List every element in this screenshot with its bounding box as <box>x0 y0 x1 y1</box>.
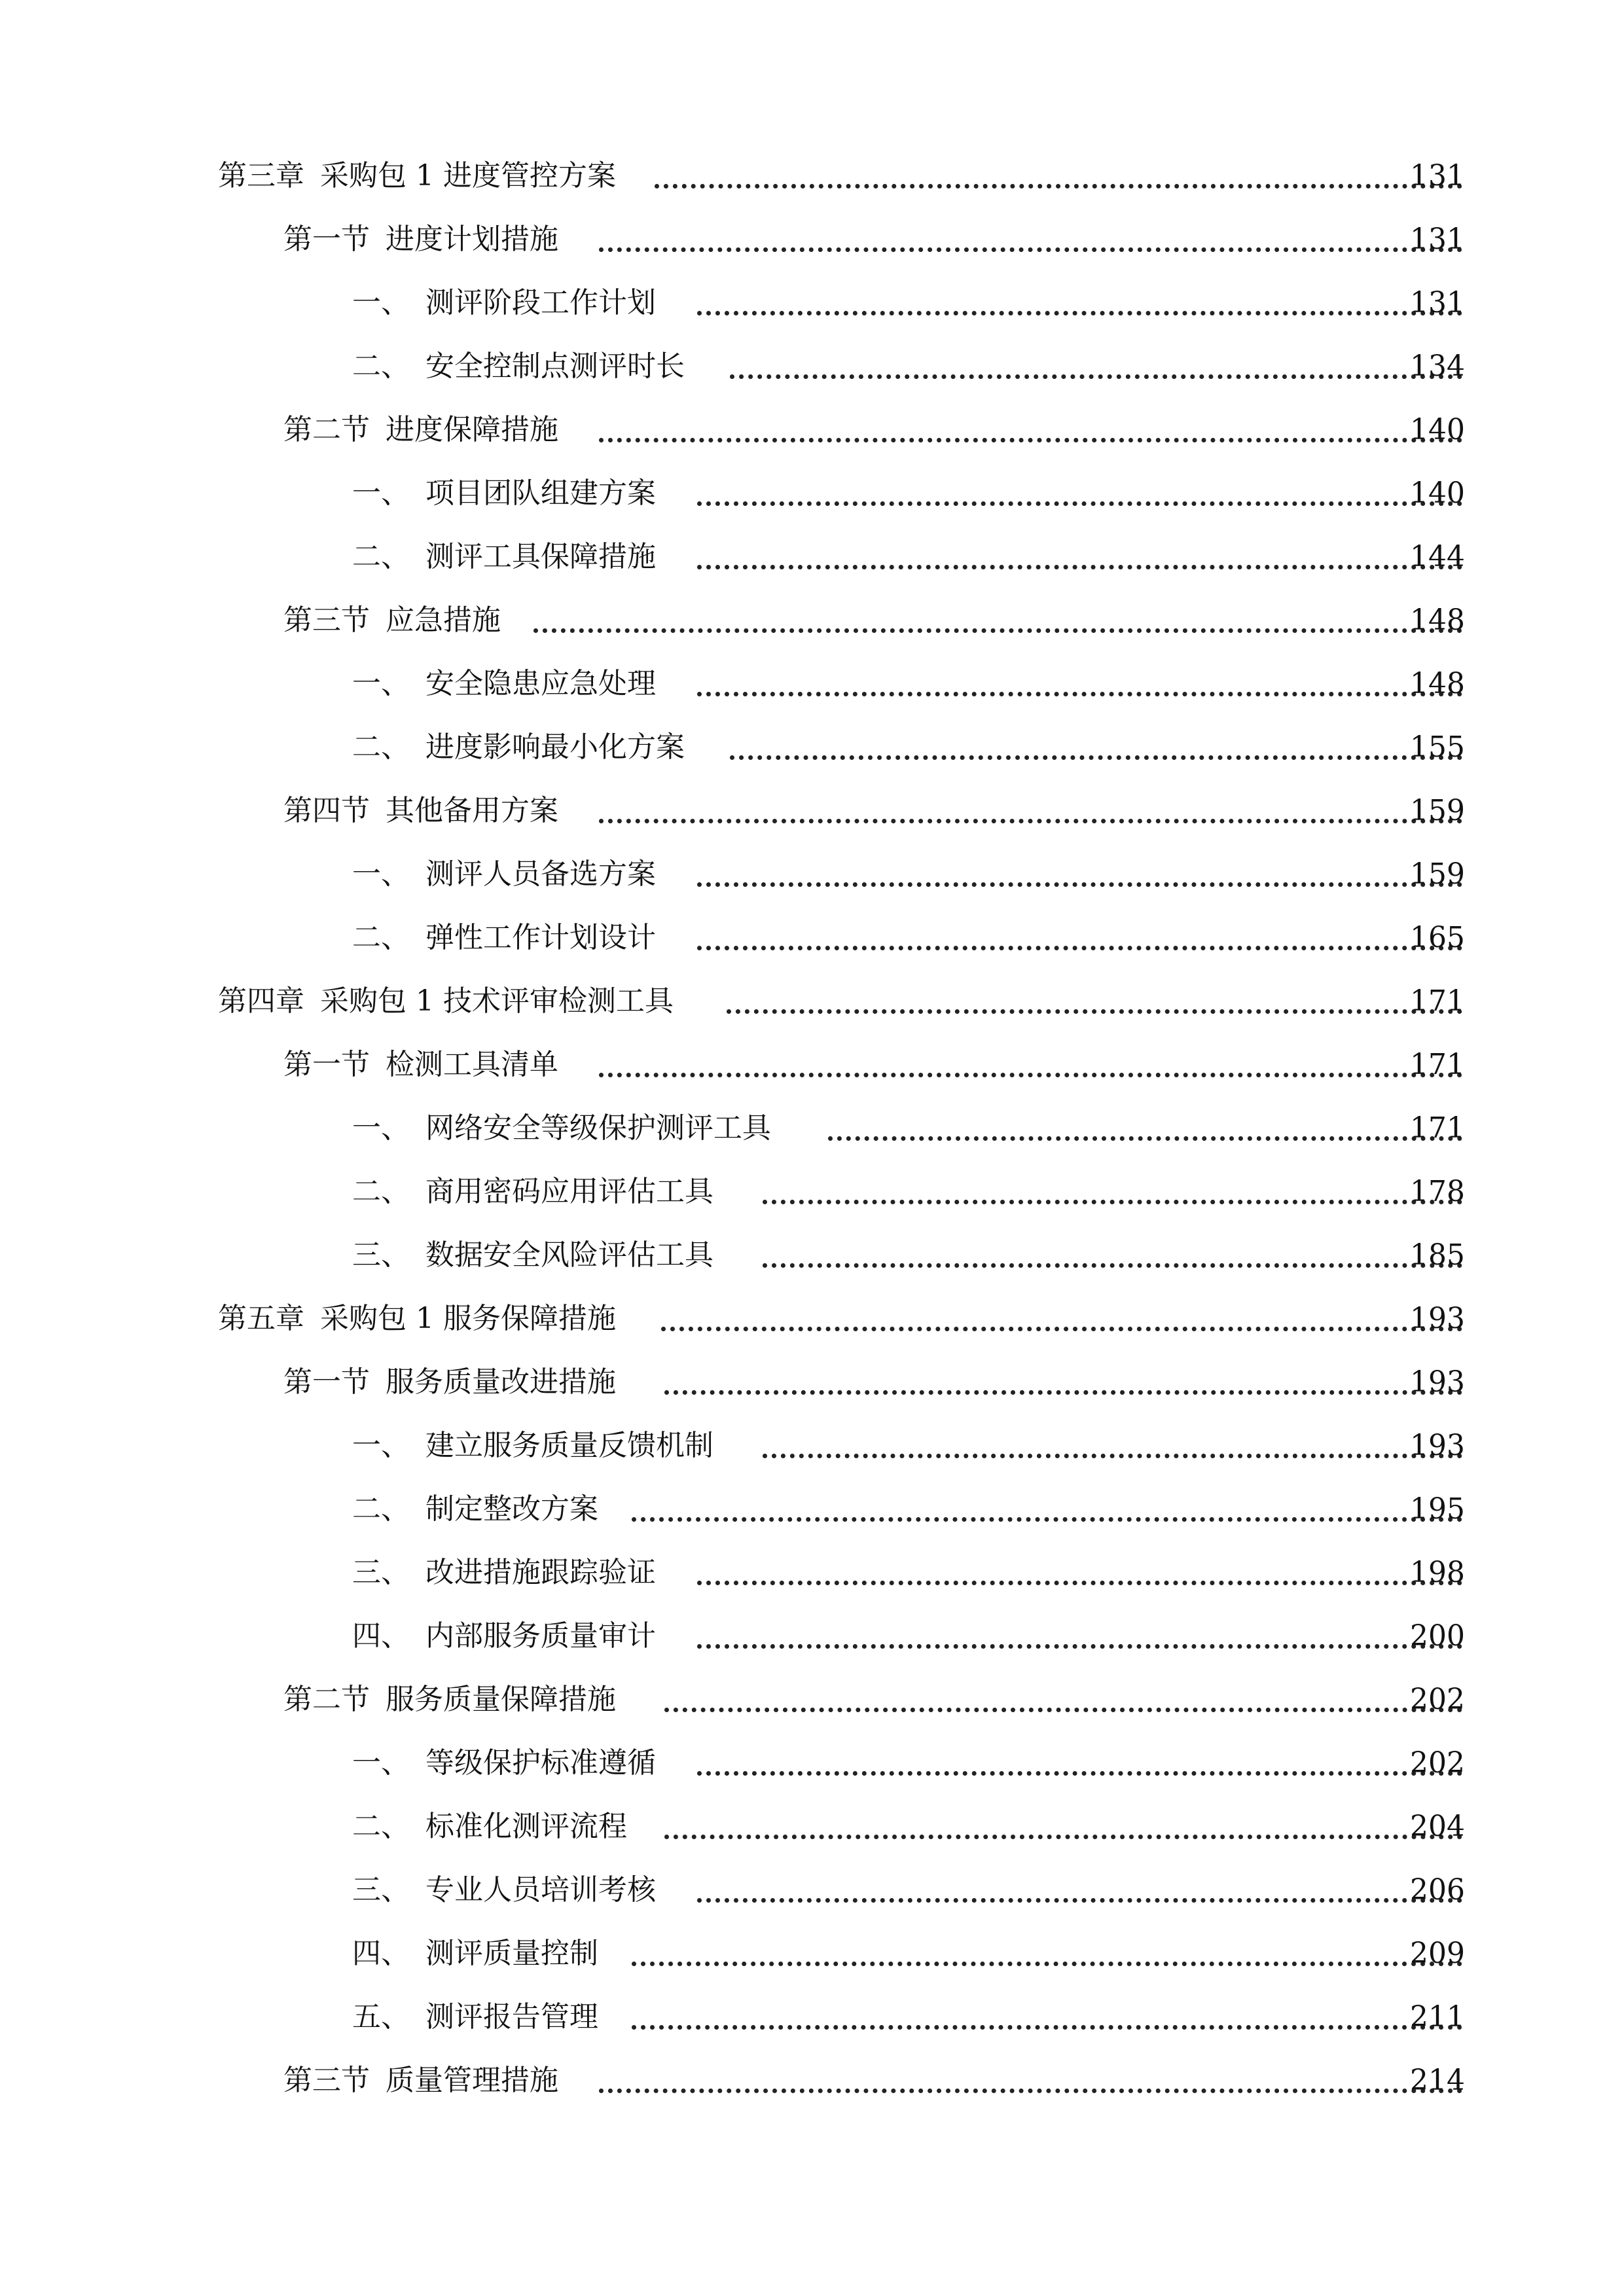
toc-number: 四、 <box>352 1937 410 1970</box>
toc-number: 第四节 <box>283 794 370 827</box>
toc-number: 第二节 <box>283 413 370 446</box>
toc-page-number: 202 <box>1410 1683 1465 1716</box>
toc-number: 三、 <box>352 1873 410 1907</box>
toc-number: 一、 <box>352 1746 410 1780</box>
toc-number: 二、 <box>352 730 410 764</box>
toc-title: 等级保护标准遵循 <box>425 1746 656 1780</box>
dot-leader <box>632 1962 1462 1966</box>
toc-label <box>283 1356 616 1408</box>
toc-page-number: 204 <box>1410 1810 1465 1843</box>
toc-entry-item[interactable] <box>0 1610 1624 1662</box>
toc-label <box>352 467 656 520</box>
toc-title: 进度保障措施 <box>386 413 558 446</box>
toc-number: 一、 <box>352 476 410 510</box>
toc-title: 数据安全风险评估工具 <box>425 1238 713 1272</box>
toc-entry-item[interactable] <box>0 1229 1624 1282</box>
toc-entry-section[interactable] <box>0 213 1624 266</box>
toc-title: 测评质量控制 <box>425 1937 598 1970</box>
toc-number: 二、 <box>352 1492 410 1526</box>
toc-number: 二、 <box>352 1175 410 1208</box>
dot-leader <box>632 1517 1462 1522</box>
toc-page-number: 140 <box>1410 413 1465 446</box>
toc-page-number: 155 <box>1410 730 1465 764</box>
toc-entry-section[interactable] <box>0 785 1624 837</box>
toc-page-number: 131 <box>1410 286 1465 319</box>
toc-page-number: 193 <box>1410 1365 1465 1399</box>
toc-label <box>283 404 558 456</box>
dot-leader <box>730 755 1462 760</box>
toc-number: 四、 <box>352 1619 410 1653</box>
toc-entry-item[interactable] <box>0 1928 1624 1980</box>
toc-page-number: 195 <box>1410 1492 1465 1526</box>
toc-title: 标准化测评流程 <box>425 1810 627 1843</box>
toc-page-number: 206 <box>1410 1873 1465 1907</box>
toc-entry-chapter-4[interactable] <box>0 975 1624 1028</box>
dot-leader <box>697 1581 1462 1585</box>
toc-title: 测评报告管理 <box>425 2000 598 2034</box>
toc-page-number: 209 <box>1410 1937 1465 1970</box>
toc-label <box>352 277 656 329</box>
toc-entry-item[interactable] <box>0 721 1624 774</box>
toc-page-number: 134 <box>1410 350 1465 383</box>
toc-number: 第四章 <box>218 984 304 1018</box>
toc-entry-section[interactable] <box>0 2054 1624 2107</box>
toc-number: 二、 <box>352 350 410 383</box>
toc-page-number: 214 <box>1410 2064 1465 2097</box>
toc-number: 一、 <box>352 667 410 700</box>
toc-number: 一、 <box>352 857 410 891</box>
toc-title: 测评阶段工作计划 <box>425 286 656 319</box>
toc-number: 第五章 <box>218 1302 304 1335</box>
toc-page-number: 159 <box>1410 794 1465 827</box>
toc-label <box>352 1420 713 1472</box>
toc-number: 三、 <box>352 1556 410 1589</box>
toc-number: 第一节 <box>283 223 370 256</box>
toc-title: 应急措施 <box>386 603 501 637</box>
toc-label <box>352 1547 656 1599</box>
toc-page-number: 165 <box>1410 921 1465 954</box>
toc-number: 一、 <box>352 1429 410 1462</box>
toc-title: 进度计划措施 <box>386 223 558 256</box>
toc-label <box>352 1864 656 1916</box>
toc-page-number: 200 <box>1410 1619 1465 1653</box>
toc-title: 质量管理措施 <box>386 2064 558 2097</box>
toc-entry-item[interactable] <box>0 848 1624 901</box>
toc-title: 其他备用方案 <box>386 794 558 827</box>
toc-entry-item[interactable] <box>0 277 1624 329</box>
dot-leader <box>661 1327 1462 1331</box>
toc-label <box>352 1610 656 1662</box>
toc-label <box>352 1801 627 1853</box>
toc-title: 商用密码应用评估工具 <box>425 1175 713 1208</box>
toc-number: 第一节 <box>283 1365 370 1399</box>
toc-number: 一、 <box>352 286 410 319</box>
toc-label <box>352 912 656 964</box>
toc-number: 第三章 <box>218 159 304 192</box>
dot-leader <box>697 882 1462 887</box>
toc-title: 弹性工作计划设计 <box>425 921 656 954</box>
dot-leader <box>697 501 1462 506</box>
toc-page-number: 131 <box>1410 223 1465 256</box>
toc-label <box>283 1039 558 1091</box>
toc-title: 网络安全等级保护测评工具 <box>425 1111 771 1145</box>
dot-leader <box>664 1390 1462 1395</box>
toc-label <box>283 2054 558 2107</box>
dot-leader <box>697 946 1462 950</box>
dot-leader <box>763 1263 1462 1268</box>
toc-page-number: 171 <box>1410 1111 1465 1145</box>
toc-entry-section[interactable] <box>0 404 1624 456</box>
toc-entry-item[interactable] <box>0 1991 1624 2043</box>
toc-label <box>283 785 558 837</box>
toc-page-number: 198 <box>1410 1556 1465 1589</box>
dot-leader <box>533 628 1462 633</box>
dot-leader <box>697 1771 1462 1776</box>
dot-leader <box>828 1136 1462 1141</box>
toc-entry-item[interactable] <box>0 1547 1624 1599</box>
toc-label <box>218 1293 616 1345</box>
toc-entry-section[interactable] <box>0 1356 1624 1408</box>
toc-title: 专业人员培训考核 <box>425 1873 656 1907</box>
toc-label <box>283 1674 616 1726</box>
toc-number: 第二节 <box>283 1683 370 1716</box>
toc-entry-item[interactable] <box>0 340 1624 393</box>
dot-leader <box>763 1454 1462 1458</box>
toc-entry-section[interactable] <box>0 1674 1624 1726</box>
toc-entry-section[interactable] <box>0 594 1624 647</box>
toc-title: 采购包 1 技术评审检测工具 <box>320 984 674 1018</box>
toc-label <box>352 1737 656 1789</box>
toc-entry-item[interactable] <box>0 1420 1624 1472</box>
dot-leader <box>599 2089 1462 2093</box>
dot-leader <box>664 1835 1462 1839</box>
toc-number: 三、 <box>352 1238 410 1272</box>
toc-page-number: 140 <box>1410 476 1465 510</box>
toc-entry-item[interactable] <box>0 467 1624 520</box>
toc-number: 第三节 <box>283 2064 370 2097</box>
toc-title: 内部服务质量审计 <box>425 1619 656 1653</box>
dot-leader <box>697 565 1462 569</box>
toc-label <box>352 1928 598 1980</box>
toc-page-number: 144 <box>1410 540 1465 573</box>
toc-entry-section[interactable] <box>0 1039 1624 1091</box>
toc-label <box>352 1102 771 1155</box>
toc-title: 安全隐患应急处理 <box>425 667 656 700</box>
toc-label <box>352 340 685 393</box>
toc-title: 进度影响最小化方案 <box>425 730 685 764</box>
dot-leader <box>599 1073 1462 1077</box>
toc-page-number: 148 <box>1410 603 1465 637</box>
toc-page-number: 178 <box>1410 1175 1465 1208</box>
toc-label <box>352 721 685 774</box>
dot-leader <box>697 311 1462 315</box>
dot-leader <box>599 819 1462 823</box>
toc-label <box>218 150 616 202</box>
toc-title: 安全控制点测评时长 <box>425 350 685 383</box>
toc-number: 一、 <box>352 1111 410 1145</box>
toc-label <box>283 213 558 266</box>
toc-label <box>352 531 656 583</box>
toc-page-number: 148 <box>1410 667 1465 700</box>
toc-label <box>283 594 501 647</box>
dot-leader <box>697 692 1462 696</box>
dot-leader <box>599 438 1462 442</box>
toc-label <box>352 1991 598 2043</box>
toc-title: 采购包 1 服务保障措施 <box>320 1302 616 1335</box>
toc-entry-item[interactable] <box>0 1737 1624 1789</box>
toc-page-number: 193 <box>1410 1302 1465 1335</box>
toc-entry-chapter-3[interactable] <box>0 150 1624 202</box>
dot-leader <box>697 1898 1462 1903</box>
toc-page-number: 211 <box>1410 2000 1465 2034</box>
toc-page-number: 193 <box>1410 1429 1465 1462</box>
toc-entry-item[interactable] <box>0 1102 1624 1155</box>
toc-title: 采购包 1 进度管控方案 <box>320 159 616 192</box>
toc-page-number: 171 <box>1410 1048 1465 1081</box>
toc-title: 检测工具清单 <box>386 1048 558 1081</box>
dot-leader <box>727 1009 1462 1014</box>
toc-number: 二、 <box>352 921 410 954</box>
toc-entry-item[interactable] <box>0 912 1624 964</box>
toc-entry-chapter-5[interactable] <box>0 1293 1624 1345</box>
toc-entry-item[interactable] <box>0 1166 1624 1218</box>
dot-leader <box>655 184 1462 188</box>
toc-number: 二、 <box>352 540 410 573</box>
toc-title: 测评人员备选方案 <box>425 857 656 891</box>
toc-number: 第三节 <box>283 603 370 637</box>
toc-number: 第一节 <box>283 1048 370 1081</box>
toc-title: 测评工具保障措施 <box>425 540 656 573</box>
toc-page-number: 202 <box>1410 1746 1465 1780</box>
toc-entry-item[interactable] <box>0 1801 1624 1853</box>
toc-label <box>352 848 656 901</box>
dot-leader <box>730 374 1462 379</box>
toc-number: 二、 <box>352 1810 410 1843</box>
toc-page-number: 171 <box>1410 984 1465 1018</box>
toc-number: 五、 <box>352 2000 410 2034</box>
toc-title: 项目团队组建方案 <box>425 476 656 510</box>
toc-entry-item[interactable] <box>0 531 1624 583</box>
dot-leader <box>697 1644 1462 1649</box>
toc-title: 制定整改方案 <box>425 1492 598 1526</box>
toc-label <box>352 1229 713 1282</box>
toc-label <box>352 1483 598 1535</box>
dot-leader <box>763 1200 1462 1204</box>
toc-label <box>352 658 656 710</box>
dot-leader <box>664 1708 1462 1712</box>
toc-title: 建立服务质量反馈机制 <box>425 1429 713 1462</box>
toc-entry-item[interactable] <box>0 1864 1624 1916</box>
toc-entry-item[interactable] <box>0 1483 1624 1535</box>
dot-leader <box>632 2025 1462 2030</box>
toc-title: 服务质量改进措施 <box>386 1365 616 1399</box>
toc-page-number: 159 <box>1410 857 1465 891</box>
toc-page-number: 131 <box>1410 159 1465 192</box>
toc-title: 改进措施跟踪验证 <box>425 1556 656 1589</box>
toc-page-number: 185 <box>1410 1238 1465 1272</box>
toc-label <box>352 1166 713 1218</box>
toc-label <box>218 975 674 1028</box>
toc-title: 服务质量保障措施 <box>386 1683 616 1716</box>
toc-entry-item[interactable] <box>0 658 1624 710</box>
dot-leader <box>599 247 1462 252</box>
